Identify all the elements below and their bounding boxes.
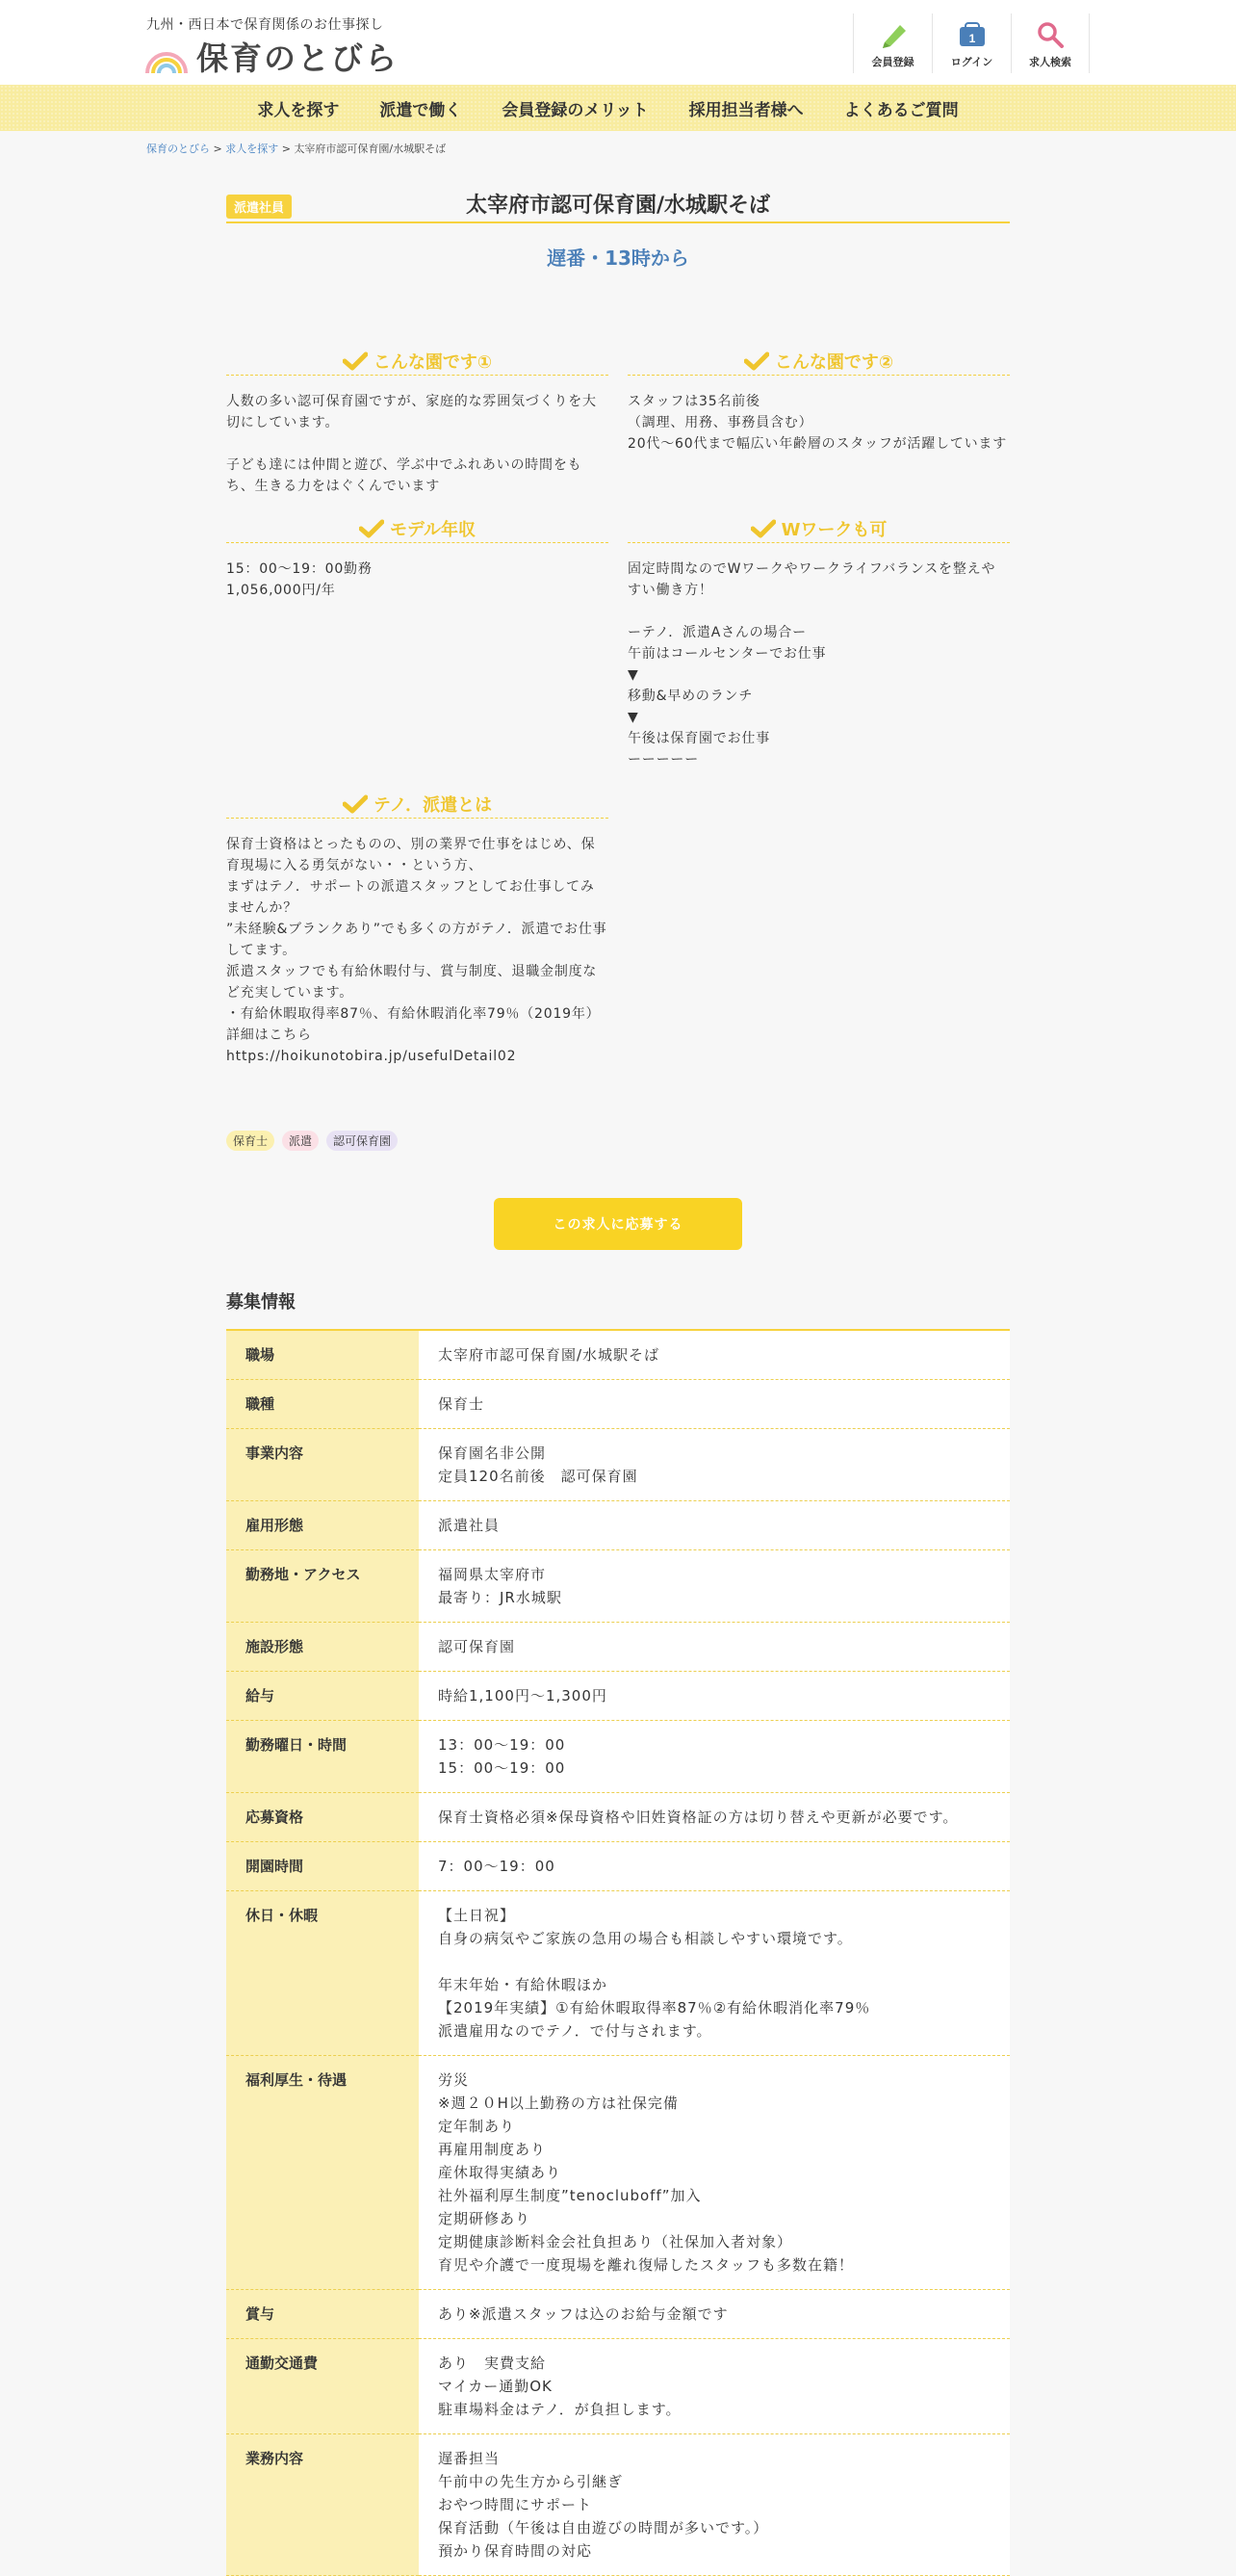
feature-heading: [226, 347, 608, 376]
row-value: 派遣社員: [419, 1501, 1010, 1550]
table-row: [226, 1793, 1010, 1842]
feature-heading: [628, 347, 1010, 376]
check-icon: [744, 351, 769, 371]
login-label: ログイン: [950, 56, 993, 68]
table-row: [226, 1721, 1010, 1793]
row-label: 事業内容: [226, 1429, 419, 1501]
feature-title: Wワークも可: [781, 519, 888, 540]
job-detail: [226, 183, 1010, 2560]
row-value: 【土日祝】 自身の病気やご家族の急用の場合も相談しやすい環境です。 年末年始・有給休暇ほか 【2019年実績】①有給休暇取得率87％②有給休暇消化率79％ 派遣雇用なのでテノ．で付与されます。: [419, 1891, 1010, 2056]
row-label: 職場: [226, 1330, 419, 1380]
feature-heading: [226, 514, 608, 543]
register-link[interactable]: [853, 13, 932, 73]
login-link[interactable]: [932, 13, 1011, 73]
feature-block: [226, 514, 608, 601]
nav-dispatch-work[interactable]: 派遣で働く: [379, 100, 462, 120]
check-icon: [751, 519, 776, 538]
feature-title: こんな園です②: [774, 351, 894, 373]
row-value: 保育士: [419, 1380, 1010, 1429]
nav-faq[interactable]: よくあるご質問: [843, 100, 959, 120]
search-icon: [1036, 21, 1065, 48]
pencil-icon: [879, 21, 908, 48]
feature-block: [628, 347, 1010, 455]
feature-block: [226, 790, 608, 1067]
feature-title: モデル年収: [389, 519, 476, 540]
check-icon: [343, 794, 368, 814]
table-row: [226, 1501, 1010, 1550]
breadcrumb-home[interactable]: 保育のとびら: [146, 143, 210, 155]
check-icon: [343, 351, 368, 371]
recruitment-info-table: [226, 1329, 1010, 2576]
row-value: 7：00～19：00: [419, 1842, 1010, 1891]
table-row: [226, 1330, 1010, 1380]
table-row: [226, 1842, 1010, 1891]
row-label: 通勤交通費: [226, 2339, 419, 2434]
job-search-link[interactable]: [1011, 13, 1090, 73]
job-search-label: 求人検索: [1029, 56, 1071, 68]
row-value: 保育士資格必須※保母資格や旧姓資格証の方は切り替えや更新が必要です。: [419, 1793, 1010, 1842]
login-icon: [958, 21, 987, 48]
row-value: 労災 ※週２０H以上勤務の方は社保完備 定年制あり 再雇用制度あり 産休取得実績あり 社外福利厚生制度”tenocluboff”加入 定期研修あり 定期健康診断料金会社負担あり（社保加入者対象） 育児や介護で一度現場を離れ復帰したスタッフも多数在籍！: [419, 2056, 1010, 2290]
row-label: 休日・休暇: [226, 1891, 419, 2056]
register-label: 会員登録: [871, 56, 914, 68]
table-row: [226, 1672, 1010, 1721]
job-title: 太宰府市認可保育園/水城駅そば: [465, 194, 771, 218]
site-logo[interactable]: [144, 35, 399, 77]
feature-title: こんな園です①: [373, 351, 493, 373]
check-icon: [359, 519, 384, 538]
table-row: [226, 1550, 1010, 1623]
row-value: 13：00～19：00 15：00～19：00: [419, 1721, 1010, 1793]
site-tagline: 九州・西日本で保育関係のお仕事探し: [146, 17, 384, 33]
row-label: 勤務曜日・時間: [226, 1721, 419, 1793]
job-title-row: [226, 183, 1010, 223]
row-label: 賞与: [226, 2290, 419, 2339]
tag[interactable]: 保育士: [226, 1131, 274, 1151]
breadcrumb-separator: >: [210, 143, 226, 155]
table-row: [226, 2339, 1010, 2434]
row-value: あり 実費支給 マイカー通勤OK 駐車場料金はテノ．が負担します。: [419, 2339, 1010, 2434]
feature-body: 15：00～19：00勤務 1,056,000円/年: [226, 561, 373, 598]
row-value: 遅番担当 午前中の先生方から引継ぎ おやつ時間にサポート 保育活動（午後は自由遊びの時間が多いです。） 預かり保育時間の対応: [419, 2434, 1010, 2576]
main-nav: [0, 85, 1236, 131]
row-label: 開園時間: [226, 1842, 419, 1891]
tag[interactable]: 派遣: [282, 1131, 319, 1151]
logo-text: 保育のとびら: [196, 39, 399, 77]
recruitment-info-title: 募集情報: [226, 1292, 296, 1313]
svg-text:1: 1: [968, 32, 975, 45]
employment-badge: 派遣社員: [226, 195, 292, 219]
feature-title: テノ．派遣とは: [373, 794, 493, 816]
tag[interactable]: 認可保育園: [326, 1131, 398, 1151]
row-label: 業務内容: [226, 2434, 419, 2576]
row-label: 勤務地・アクセス: [226, 1550, 419, 1623]
row-value: 福岡県太宰府市 最寄り：JR水城駅: [419, 1550, 1010, 1623]
job-tags: [226, 1131, 398, 1151]
nav-find-jobs[interactable]: 求人を探す: [257, 100, 340, 120]
breadcrumb-separator: >: [278, 143, 295, 155]
row-label: 福利厚生・待遇: [226, 2056, 419, 2290]
row-value: 時給1,100円～1,300円: [419, 1672, 1010, 1721]
table-row: [226, 2056, 1010, 2290]
table-row: [226, 1623, 1010, 1672]
table-row: [226, 2434, 1010, 2576]
table-row: [226, 1429, 1010, 1501]
breadcrumb-current: 太宰府市認可保育園/水城駅そば: [294, 143, 447, 155]
apply-button[interactable]: この求人に応募する: [494, 1198, 742, 1250]
nav-for-recruiters[interactable]: 採用担当者様へ: [688, 100, 804, 120]
feature-block: [226, 347, 608, 497]
feature-body: 保育士資格はとったものの、別の業界で仕事をはじめ、保育現場に入る勇気がない・・という方、 まずはテノ．サポートの派遣スタッフとしてお仕事してみませんか？ ”未経験&ブランクあり”でも多くの方がテノ．派遣でお仕事してます。 派遣スタッフでも有給休暇付与、賞与制度、退職金制度など充実しています。 ・有給休暇取得率87％、有給休暇消化率79％（2019年） 詳細はこちら https://hoikunotobira.jp/usefulDetail02: [226, 837, 607, 1064]
breadcrumb-search[interactable]: 求人を探す: [225, 143, 279, 155]
row-value: 認可保育園: [419, 1623, 1010, 1672]
table-row: [226, 1380, 1010, 1429]
row-label: 雇用形態: [226, 1501, 419, 1550]
feature-body: スタッフは35名前後 （調理、用務、事務員含む） 20代～60代まで幅広い年齢層のスタッフが活躍しています: [628, 394, 1008, 452]
feature-heading: [628, 514, 1010, 543]
rainbow-logo-icon: [144, 39, 189, 73]
feature-block: [628, 514, 1010, 770]
table-row: [226, 2290, 1010, 2339]
row-value: 太宰府市認可保育園/水城駅そば: [419, 1330, 1010, 1380]
row-label: 職種: [226, 1380, 419, 1429]
feature-body: 人数の多い認可保育園ですが、家庭的な雰囲気づくりを大切にしています。 子ども達には仲間と遊び、学ぶ中でふれあいの時間をもち、生きる力をはぐくんでいます: [226, 394, 597, 494]
breadcrumb: [146, 141, 446, 156]
row-label: 給与: [226, 1672, 419, 1721]
row-label: 応募資格: [226, 1793, 419, 1842]
row-value: 保育園名非公開 定員120名前後 認可保育園: [419, 1429, 1010, 1501]
row-value: あり※派遣スタッフは込のお給与金額です: [419, 2290, 1010, 2339]
header-icon-menu: [853, 13, 1090, 73]
table-row: [226, 1891, 1010, 2056]
feature-heading: [226, 790, 608, 819]
nav-member-merits[interactable]: 会員登録のメリット: [502, 100, 649, 120]
site-header: [0, 0, 1236, 85]
job-subtitle: 遅番・13時から: [547, 247, 689, 270]
row-label: 施設形態: [226, 1623, 419, 1672]
feature-body: 固定時間なのでWワークやワークライフバランスを整えやすい働き方！ ーテノ．派遣Aさんの場合ー 午前はコールセンターでお仕事 ▼ 移動&早めのランチ ▼ 午後は保育園でお仕事 ーーーーー: [628, 561, 996, 768]
